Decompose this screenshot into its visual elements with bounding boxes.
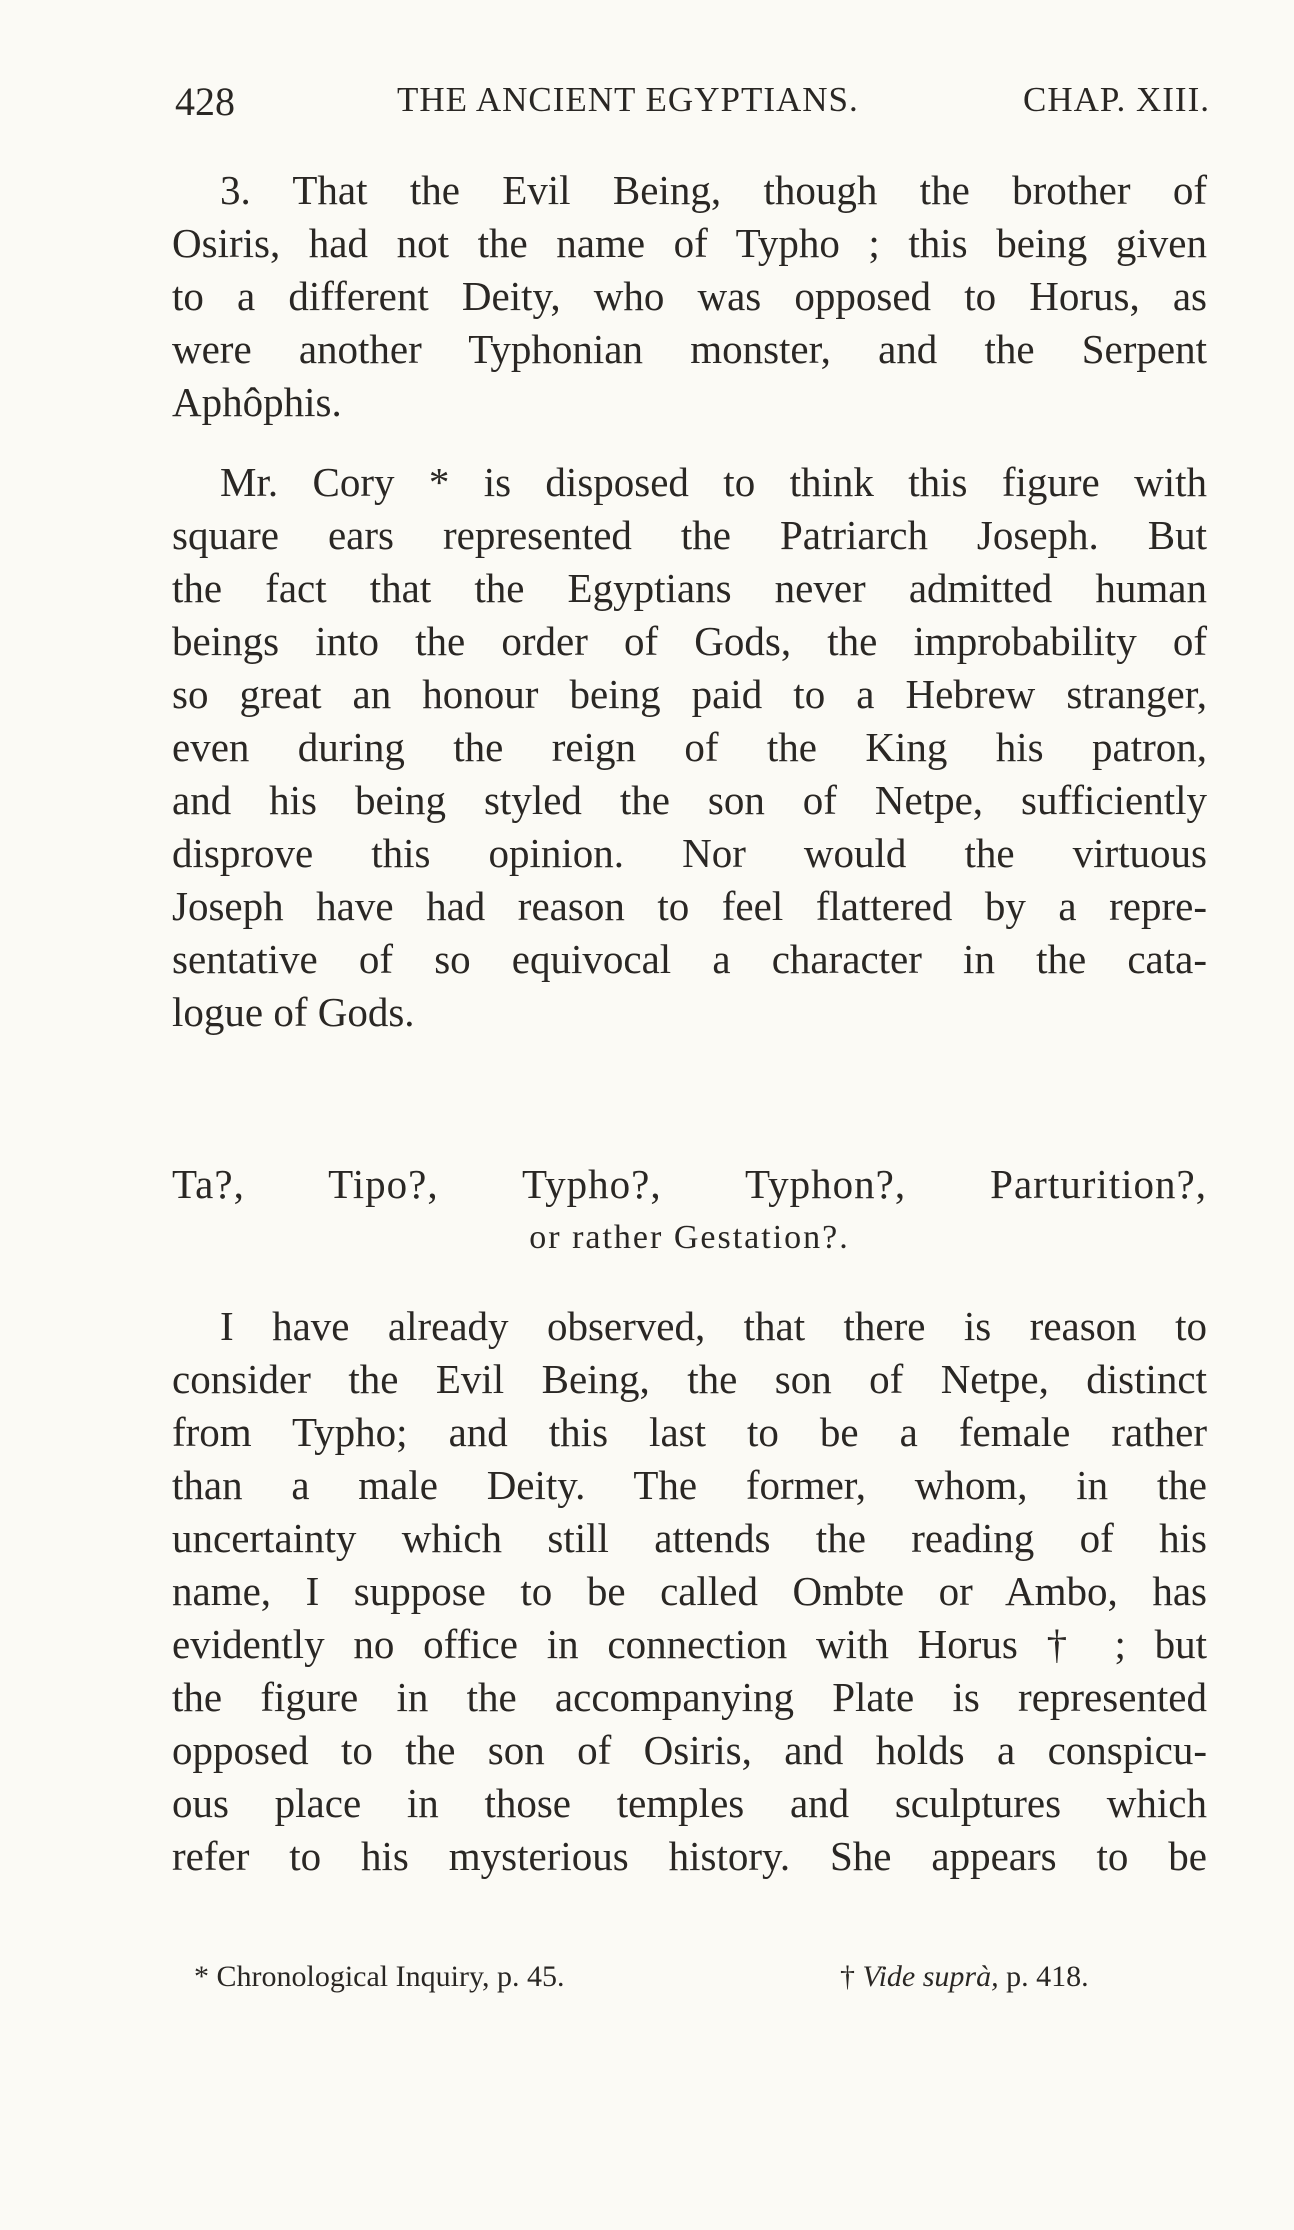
text-line: 3. That the Evil Being, though the brother of xyxy=(220,167,1207,213)
heading-line: Ta?, Tipo?, Typho?, Typhon?, Parturition?, xyxy=(172,1161,1207,1207)
text-line: Aphôphis. xyxy=(172,379,342,425)
text-line: the fact that the Egyptians never admitted human xyxy=(172,565,1207,611)
text-line: name, I suppose to be called Ombte or Ambo, has xyxy=(172,1568,1207,1614)
text-line: I have already observed, that there is reason to xyxy=(220,1303,1207,1349)
text-line: square ears represented the Patriarch Joseph. But xyxy=(172,512,1207,558)
page-number: 428 xyxy=(175,79,235,124)
paragraph-3 xyxy=(172,1300,1207,1883)
running-title: THE ANCIENT EGYPTIANS. xyxy=(397,80,859,119)
text-line: from Typho; and this last to be a female rather xyxy=(172,1409,1207,1455)
text-line: ous place in those temples and sculptures which xyxy=(172,1780,1207,1826)
paragraph-2 xyxy=(172,456,1207,1039)
text-line: refer to his mysterious history. She appears to be xyxy=(172,1833,1207,1879)
footnote-2-page: p. 418. xyxy=(998,1960,1089,1993)
text-line: beings into the order of Gods, the improbability of xyxy=(172,618,1207,664)
text-line: and his being styled the son of Netpe, sufficiently xyxy=(172,777,1207,823)
text-line: Mr. Cory * is disposed to think this figure with xyxy=(220,459,1207,505)
text-line: to a different Deity, who was opposed to Horus, as xyxy=(172,273,1207,319)
chapter-label: CHAP. XIII. xyxy=(1023,80,1210,119)
footnote-2-italic: Vide suprà, xyxy=(862,1960,999,1993)
running-head xyxy=(175,78,1210,128)
text-line: so great an honour being paid to a Hebrew stranger, xyxy=(172,671,1207,717)
text-line: opposed to the son of Osiris, and holds a conspicu- xyxy=(172,1727,1207,1773)
text-line: Joseph have had reason to feel flattered by a repre- xyxy=(172,883,1207,929)
dagger-mark: † xyxy=(840,1960,863,1993)
text-line: disprove this opinion. Nor would the virtuous xyxy=(172,830,1207,876)
text-line: the figure in the accompanying Plate is represented xyxy=(172,1674,1207,1720)
footnote-2 xyxy=(840,1960,1089,1994)
footnote-1: * Chronological Inquiry, p. 45. xyxy=(194,1960,565,1993)
text-line: logue of Gods. xyxy=(172,989,415,1035)
text-line: consider the Evil Being, the son of Netpe, distinct xyxy=(172,1356,1207,1402)
text-line: Osiris, had not the name of Typho ; this being given xyxy=(172,220,1207,266)
section-heading xyxy=(172,1158,1207,1264)
text-line: sentative of so equivocal a character in the cata- xyxy=(172,936,1207,982)
text-line: even during the reign of the King his patron, xyxy=(172,724,1207,770)
heading-subline: or rather Gestation?. xyxy=(529,1219,850,1256)
paragraph-1 xyxy=(172,164,1207,429)
text-line: evidently no office in connection with Horus † ; but xyxy=(172,1621,1207,1667)
text-line: uncertainty which still attends the reading of his xyxy=(172,1515,1207,1561)
text-line: than a male Deity. The former, whom, in the xyxy=(172,1462,1207,1508)
text-line: were another Typhonian monster, and the Serpent xyxy=(172,326,1207,372)
footnotes xyxy=(172,1960,1207,2010)
